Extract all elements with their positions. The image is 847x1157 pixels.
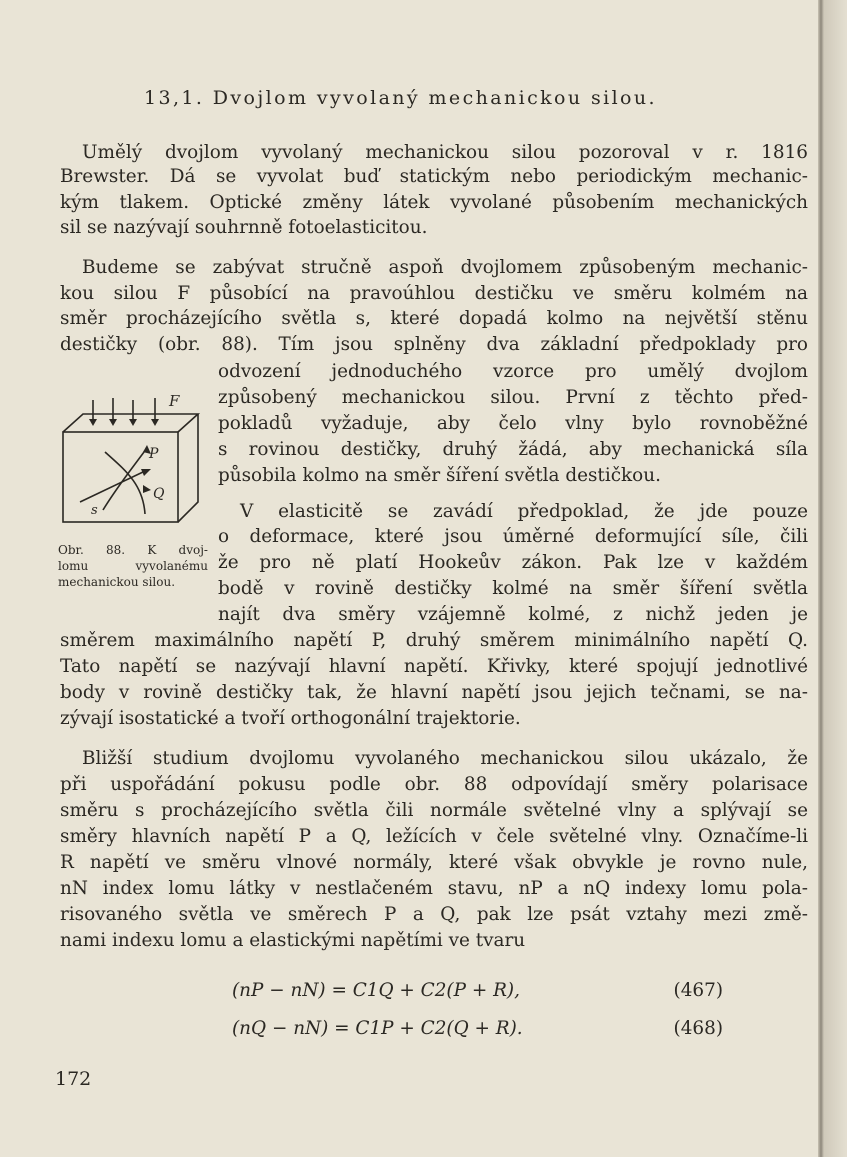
section-heading: 13,1. Dvojlom vyvolaný mechanickou silou. — [144, 87, 657, 109]
figure-caption-line: Obr. 88. K dvoj- — [58, 543, 208, 557]
equation-number-468: (468) — [673, 1018, 723, 1039]
page-number: 172 — [55, 1068, 92, 1090]
text-line: směr procházejícího světla s, které dopadá kolmo na největší stěnu — [60, 308, 808, 329]
label-f: F — [169, 392, 180, 410]
text-line: zývají isostatické a tvoří orthogonální trajektorie. — [60, 708, 521, 729]
text-line: Bližší studium dvojlomu vyvolaného mechanickou silou ukázalo, že — [82, 748, 808, 769]
text-line: s rovinou destičky, druhý žádá, aby mechanická síla — [218, 439, 808, 460]
q-arrowhead — [143, 485, 151, 493]
text-line: že pro ně platí Hookeův zákon. Pak lze v každém — [218, 552, 808, 573]
figure-caption-line: mechanickou silou. — [58, 575, 176, 589]
text-line: směru s procházejícího světla čili normále světelné vlny a splývají se — [60, 800, 808, 821]
stress-curve-p — [103, 448, 147, 510]
text-line: destičky (obr. 88). Tím jsou splněny dva základní předpoklady pro — [60, 334, 808, 355]
text-line: Budeme se zabývat stručně aspoň dvojlomem způsobeným mechanic- — [82, 257, 808, 278]
text-line: Umělý dvojlom vyvolaný mechanickou silou pozoroval v r. 1816 — [82, 142, 808, 163]
ray-arrowhead — [141, 469, 151, 476]
text-line: najít dva směry vzájemně kolmé, z nichž jeden je — [218, 604, 808, 625]
text-line: R napětí ve směru vlnové normály, které však obvykle je rovno nule, — [60, 852, 808, 873]
text-line: odvození jednoduchého vzorce pro umělý dvojlom — [218, 361, 808, 382]
text-line: Tato napětí se nazývají hlavní napětí. Křivky, které spojují jednotlivé — [60, 656, 808, 677]
text-line: risovaného světla ve směrech P a Q, pak lze psát vztahy mezi změ- — [60, 904, 808, 925]
page-edge — [818, 0, 847, 1157]
plate-front-face — [63, 432, 178, 522]
text-line: při uspořádání pokusu podle obr. 88 odpovídají směry polarisace — [60, 774, 808, 795]
text-line: V elasticitě se zavádí předpoklad, že jde pouze — [240, 501, 808, 522]
equation-number-467: (467) — [673, 980, 723, 1001]
figure-88 — [55, 392, 205, 532]
text-line: Brewster. Dá se vyvolat buď statickým nebo periodickým mechanic- — [60, 166, 808, 187]
text-line: kou silou F působící na pravoúhlou destičku ve směru kolmém na — [60, 283, 808, 304]
plate-top-face — [63, 414, 198, 432]
text-line: nami indexu lomu a elastickými napětími ve tvaru — [60, 930, 526, 951]
text-line: nN index lomu látky v nestlačeném stavu, nP a nQ indexy lomu pola- — [60, 878, 808, 899]
text-line: o deformace, které jsou úměrné deformující síle, čili — [218, 526, 808, 547]
equation-467: (nP − nN) = C1Q + C2(P + R), — [232, 980, 520, 1001]
text-line: sil se nazývají souhrnně fotoelasticitou. — [60, 217, 428, 238]
text-line: působila kolmo na směr šíření světla destičkou. — [218, 465, 661, 486]
text-line: body v rovině destičky tak, že hlavní napětí jsou jejich tečnami, se na- — [60, 682, 808, 703]
equation-468: (nQ − nN) = C1P + C2(Q + R). — [232, 1018, 523, 1039]
force-arrowhead — [151, 419, 159, 426]
stress-curve-q — [105, 452, 145, 514]
text-line: pokladů vyžaduje, aby čelo vlny bylo rovnoběžné — [218, 413, 808, 434]
label-s: s — [91, 503, 98, 518]
text-line: směry hlavních napětí P a Q, ležících v čele světelné vlny. Označíme-li — [60, 826, 808, 847]
text-line: způsobený mechanickou silou. První z těchto před- — [218, 387, 808, 408]
force-arrowhead — [129, 419, 137, 426]
figure-caption-line: lomu vyvolanému — [58, 559, 208, 573]
text-line: kým tlakem. Optické změny látek vyvolané působením mechanických — [60, 192, 808, 213]
figure-88-drawing — [55, 392, 205, 532]
force-arrowhead — [89, 419, 97, 426]
text-line: bodě v rovině destičky kolmé na směr šíření světla — [218, 578, 808, 599]
force-arrowhead — [109, 419, 117, 426]
text-line: směrem maximálního napětí P, druhý směrem minimálního napětí Q. — [60, 630, 808, 651]
label-q: Q — [153, 486, 165, 502]
label-p: P — [149, 446, 159, 462]
